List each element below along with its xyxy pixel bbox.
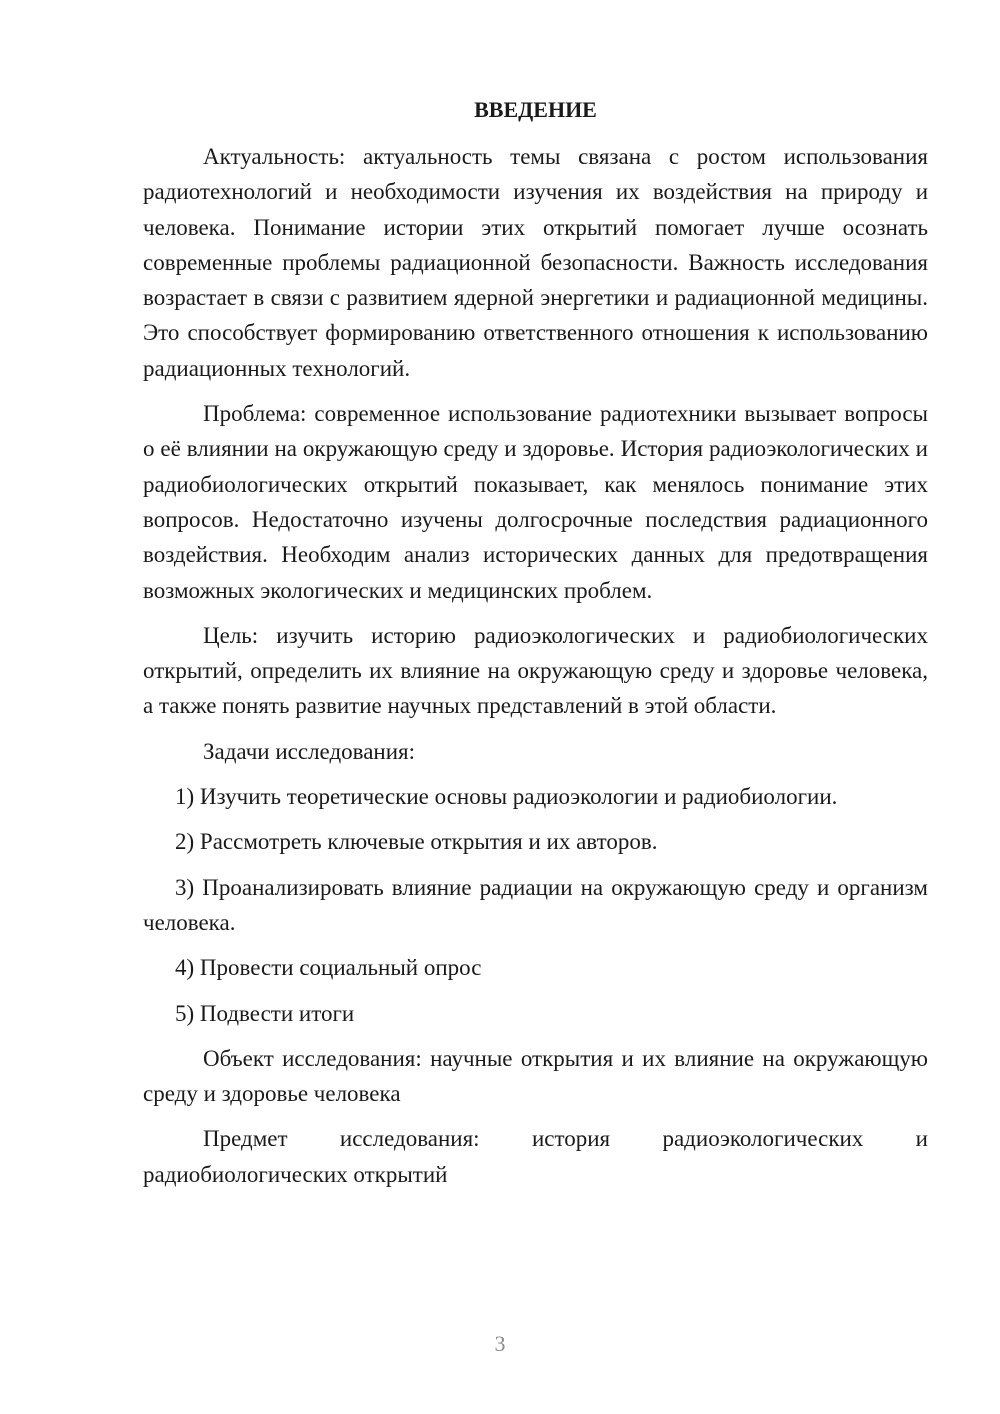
paragraph-problem: Проблема: современное использование радиотехники вызывает вопросы о её влиянии на окружающую среду и здоровье. История радиоэкологических и радиобиологических открытий показывает, как менялось понимание этих вопросов. Недостаточно изучены долгосрочные последствия радиационного воздействия. Необходим анализ исторических данных для предотвращения возможных экологических и медицинских проблем. — [143, 401, 928, 603]
task-item: 3) Проанализировать влияние радиации на окружающую среду и организм человека. — [143, 874, 928, 935]
paragraph-goal: Цель: изучить историю радиоэкологических и радиобиологических открытий, определить их влияние на окружающую среду и здоровье человека, а также понять развитие научных представлений в этой области. — [143, 622, 928, 719]
paragraph-relevance: Актуальность: актуальность темы связана с ростом использования радиотехнологий и необходимости изучения их воздействия на природу и человека. Понимание истории этих открытий помогает лучше осознать современные проблемы радиационной безопасности. Важность исследования возрастает в связи с развитием ядерной энергетики и радиационной медицины. Это способствует формированию ответственного отношения к использованию радиационных технологий. — [143, 144, 928, 381]
section-title: ВВЕДЕНИЕ — [474, 97, 597, 122]
tasks-list — [143, 779, 928, 1031]
paragraph-subject: Предмет исследования: история радиоэкологических и радиобиологических открытий — [143, 1126, 928, 1187]
task-item: 2) Рассмотреть ключевые открытия и их авторов. — [175, 829, 658, 855]
tasks-heading: Задачи исследования: — [203, 738, 416, 764]
task-item: 4) Провести социальный опрос — [175, 955, 482, 981]
task-item: 5) Подвести итоги — [175, 1000, 355, 1026]
task-item: 1) Изучить теоретические основы радиоэкологии и радиобиологии. — [175, 784, 838, 810]
paragraph-object: Объект исследования: научные открытия и их влияние на окружающую среду и здоровье человека — [143, 1045, 928, 1107]
page-number: 3 — [494, 1331, 506, 1356]
document-body — [143, 92, 928, 1202]
